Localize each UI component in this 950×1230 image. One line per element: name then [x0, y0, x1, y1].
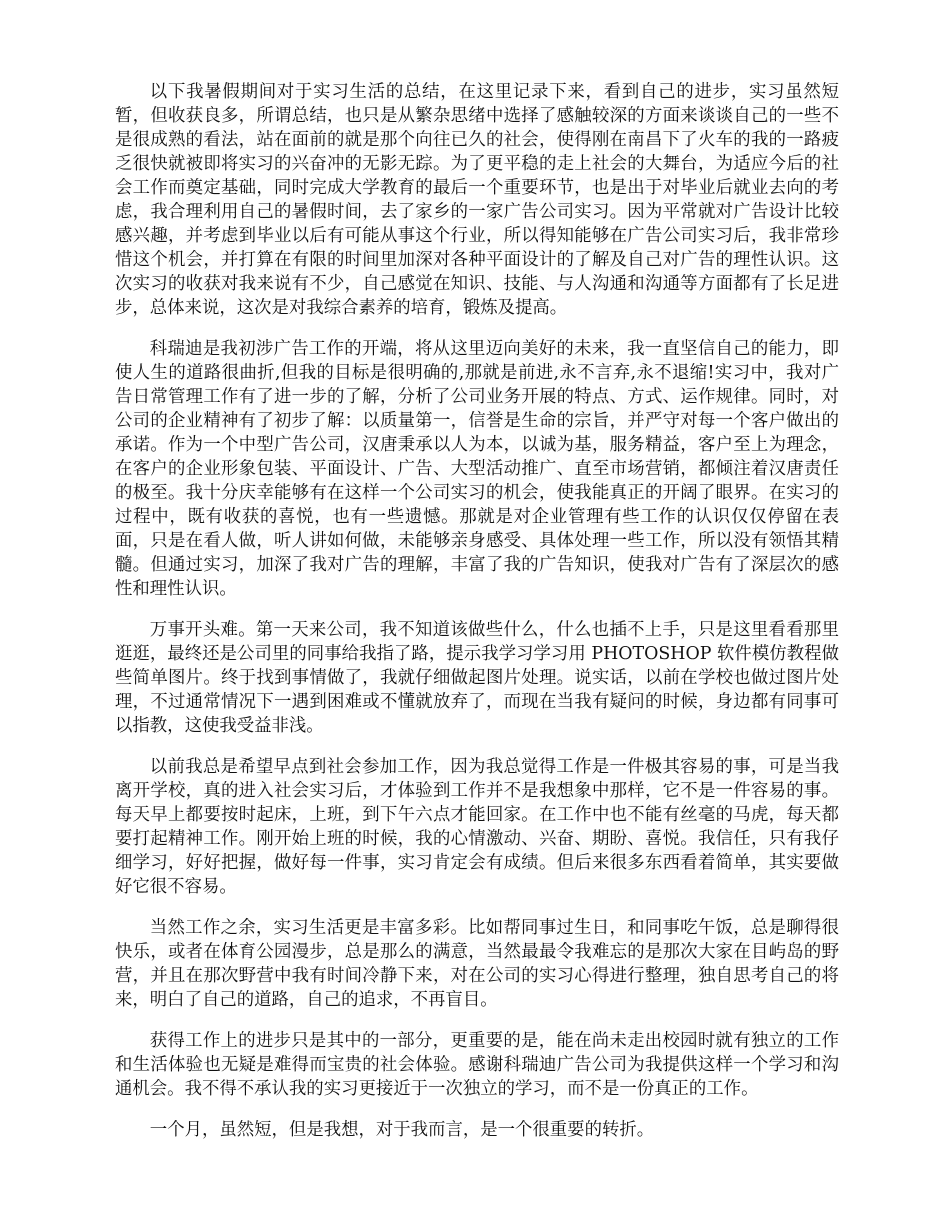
- paragraph-1: 以下我暑假期间对于实习生活的总结，在这里记录下来，看到自己的进步，实习虽然短暂，但收获良多，所谓总结，也只是从繁杂思绪中选择了感触较深的方面来谈谈自己的一些不是很成熟的看法，站在面前的就是那个向往已久的社会，使得刚在南昌下了火车的我的一路疲乏很快就被即将实习的兴奋冲的无影无踪。为了更平稳的走上社会的大舞台，为适应今后的社会工作而奠定基础，同时完成大学教育的最后一个重要环节，也是出于对毕业后就业去向的考虑，我合理利用自己的暑假时间，去了家乡的一家广告公司实习。因为平常就对广告设计比较感兴趣，并考虑到毕业以后有可能从事这个行业，所以得知能够在广告公司实习后，我非常珍惜这个机会，并打算在有限的时间里加深对各种平面设计的了解及自己对广告的理性认识。这次实习的收获对我来说有不少，自己感觉在知识、技能、与人沟通和沟通等方面都有了长足进步，总体来说，这次是对我综合素养的培育，锻炼及提高。: [115, 82, 839, 318]
- paragraph-3: 万事开头难。第一天来公司，我不知道该做些什么，什么也插不上手，只是这里看看那里逛逛，最终还是公司里的同事给我指了路，提示我学习学习用 PHOTOSHOP 软件模仿教程做些简单图片。终于找到事情做了，我就仔细做起图片处理。说实话，以前在学校也做过图片处理，不过通常情况下一遇到困难或不懂就放弃了，而现在当我有疑问的时候，身边都有同事可以指教，这使我受益非浅。: [115, 620, 839, 736]
- paragraph-7: 一个月，虽然短，但是我想，对于我而言，是一个很重要的转折。: [149, 1120, 655, 1140]
- paragraph-4: 以前我总是希望早点到社会参加工作，因为我总觉得工作是一件极其容易的事，可是当我离开学校，真的进入社会实习后，才体验到工作并不是我想象中那样，它不是一件容易的事。每天早上都要按时起床，上班，到下午六点才能回家。在工作中也不能有丝毫的马虎，每天都要打起精神工作。刚开始上班的时候，我的心情激动、兴奋、期盼、喜悦。我信任，只有我仔细学习，好好把握，做好每一件事，实习肯定会有成绩。但后来很多东西看着简单，其实要做好它很不容易。: [115, 757, 839, 897]
- paragraph-2: 科瑞迪是我初涉广告工作的开端，将从这里迈向美好的未来，我一直坚信自己的能力，即使人生的道路很曲折,但我的目标是很明确的,那就是前进,永不言弃,永不退缩!实习中，我对广告日常管理工作有了进一步的了解，分析了公司业务开展的特点、方式、运作规律。同时，对公司的企业精神有了初步了解：以质量第一，信誉是生命的宗旨，并严守对每一个客户做出的承诺。作为一个中型广告公司，汉唐秉承以人为本，以诚为基，服务精益，客户至上为理念，在客户的企业形象包装、平面设计、广告、大型活动推广、直至市场营销，都倾注着汉唐责任的极至。我十分庆幸能够有在这样一个公司实习的机会，使我能真正的开阔了眼界。在实习的过程中，既有收获的喜悦，也有一些遗憾。那就是对企业管理有些工作的认识仅仅停留在表面，只是在看人做，听人讲如何做，未能够亲身感受、具体处理一些工作，所以没有领悟其精髓。但通过实习，加深了我对广告的理解，丰富了我的广告知识，使我对广告有了深层次的感性和理性认识。: [115, 339, 839, 599]
- paragraph-5: 当然工作之余，实习生活更是丰富多彩。比如帮同事过生日，和同事吃午饭，总是聊得很快乐，或者在体育公园漫步，总是那么的满意，当然最最令我难忘的是那次大家在目屿岛的野营，并且在那次野营中我有时间冷静下来，对在公司的实习心得进行整理，独自思考自己的将来，明白了自己的道路，自己的追求，不再盲目。: [115, 918, 839, 1010]
- paragraph-6: 获得工作上的进步只是其中的一部分，更重要的是，能在尚未走出校园时就有独立的工作和生活体验也无疑是难得而宝贵的社会体验。感谢科瑞迪广告公司为我提供这样一个学习和沟通机会。我不得不承认我的实习更接近于一次独立的学习，而不是一份真正的工作。: [115, 1031, 839, 1099]
- document-page: [115, 80, 839, 1159]
